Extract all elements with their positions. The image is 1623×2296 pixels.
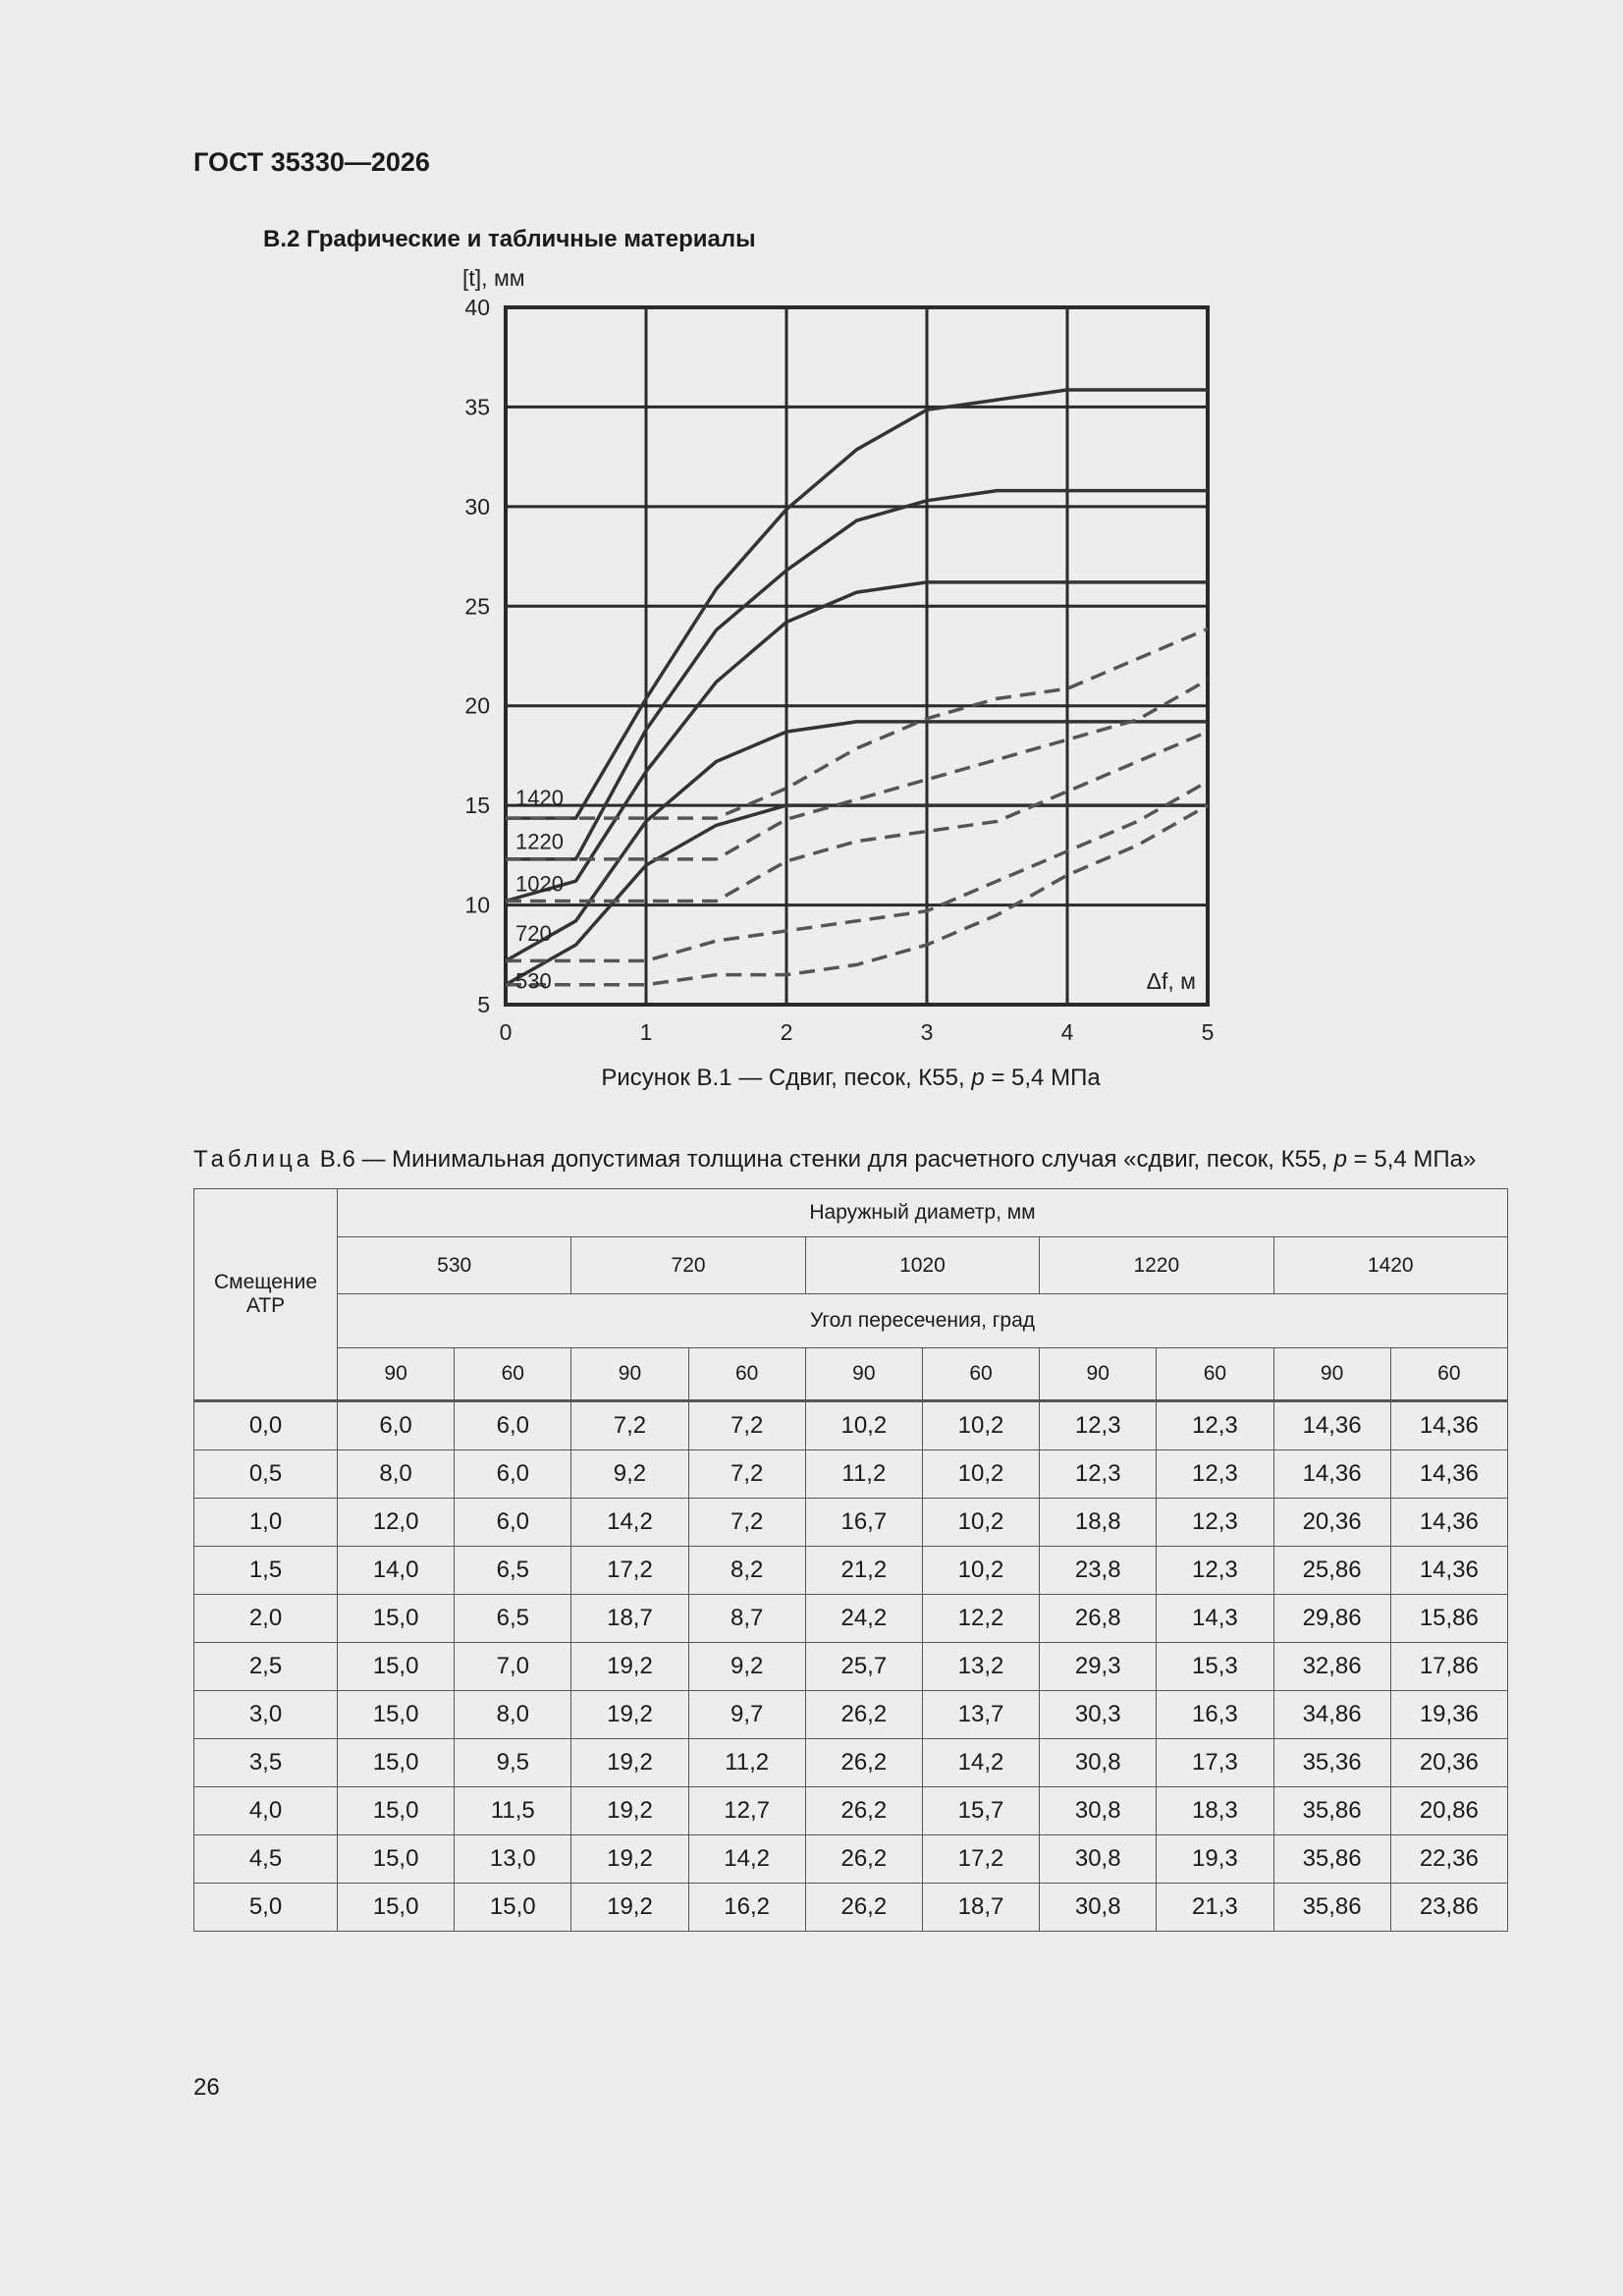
angle-header: Угол пересечения, град [338, 1294, 1508, 1348]
curve-label: 720 [515, 920, 552, 946]
shift-chart [432, 253, 1237, 1059]
thickness-cell: 35,36 [1273, 1739, 1390, 1787]
figure-caption-prefix: Рисунок В.1 — Сдвиг, песок, К55, [601, 1065, 972, 1091]
thickness-cell: 35,86 [1273, 1787, 1390, 1835]
thickness-cell: 15,0 [455, 1884, 571, 1932]
x-tick-label: 4 [1060, 1019, 1074, 1045]
thickness-cell: 6,0 [455, 1450, 571, 1499]
thickness-cell: 14,36 [1273, 1450, 1390, 1499]
thickness-cell: 12,3 [1040, 1401, 1157, 1450]
angle-cell: 90 [571, 1348, 688, 1401]
thickness-cell: 25,7 [805, 1643, 922, 1691]
thickness-cell: 21,2 [805, 1547, 922, 1595]
y-tick-label: 5 [477, 992, 490, 1017]
thickness-cell: 19,2 [571, 1787, 688, 1835]
angle-cell: 60 [1157, 1348, 1273, 1401]
thickness-cell: 16,3 [1157, 1691, 1273, 1739]
diameter-cell: 530 [338, 1237, 571, 1294]
table-row [194, 1787, 1508, 1835]
shift-value-cell: 2,5 [194, 1643, 338, 1691]
thickness-cell: 7,2 [688, 1499, 805, 1547]
thickness-cell: 6,5 [455, 1547, 571, 1595]
thickness-cell: 16,7 [805, 1499, 922, 1547]
thickness-cell: 20,36 [1273, 1499, 1390, 1547]
thickness-cell: 11,2 [805, 1450, 922, 1499]
thickness-cell: 23,8 [1040, 1547, 1157, 1595]
thickness-cell: 30,8 [1040, 1835, 1157, 1884]
table-caption-text: В.6 — Минимальная допустимая толщина стенки для расчетного случая «сдвиг, песок, К55, [313, 1146, 1334, 1173]
thickness-cell: 15,0 [338, 1739, 455, 1787]
series-line-solid [506, 390, 1208, 818]
thickness-cell: 26,2 [805, 1835, 922, 1884]
thickness-cell: 19,2 [571, 1691, 688, 1739]
table-row [194, 1884, 1508, 1932]
table-body [194, 1401, 1508, 1932]
row-header: Смещение АТР [194, 1189, 338, 1401]
x-axis-label: Δf, м [1146, 967, 1196, 994]
angle-cell: 60 [922, 1348, 1039, 1401]
table-caption-suffix: = 5,4 МПа» [1347, 1146, 1477, 1173]
table-caption [193, 1146, 1476, 1174]
thickness-cell: 34,86 [1273, 1691, 1390, 1739]
thickness-cell: 7,2 [688, 1450, 805, 1499]
thickness-cell: 8,0 [455, 1691, 571, 1739]
shift-value-cell: 4,5 [194, 1835, 338, 1884]
thickness-cell: 18,8 [1040, 1499, 1157, 1547]
table-row [194, 1450, 1508, 1499]
thickness-cell: 9,2 [571, 1450, 688, 1499]
thickness-cell: 10,2 [805, 1401, 922, 1450]
shift-value-cell: 1,0 [194, 1499, 338, 1547]
thickness-cell: 26,2 [805, 1739, 922, 1787]
thickness-cell: 12,3 [1157, 1547, 1273, 1595]
thickness-cell: 15,0 [338, 1691, 455, 1739]
thickness-cell: 17,2 [571, 1547, 688, 1595]
y-axis-label: [t], мм [462, 265, 525, 291]
thickness-cell: 8,2 [688, 1547, 805, 1595]
series-line-dashed [506, 805, 1208, 985]
angle-row [194, 1348, 1508, 1401]
thickness-cell: 12,3 [1157, 1450, 1273, 1499]
shift-value-cell: 5,0 [194, 1884, 338, 1932]
thickness-cell: 32,86 [1273, 1643, 1390, 1691]
table-row [194, 1401, 1508, 1450]
x-tick-label: 0 [499, 1019, 513, 1045]
thickness-cell: 25,86 [1273, 1547, 1390, 1595]
thickness-cell: 7,2 [571, 1401, 688, 1450]
thickness-cell: 15,86 [1390, 1595, 1507, 1643]
thickness-cell: 14,36 [1390, 1547, 1507, 1595]
thickness-cell: 10,2 [922, 1547, 1039, 1595]
thickness-cell: 11,2 [688, 1739, 805, 1787]
thickness-cell: 14,36 [1390, 1450, 1507, 1499]
thickness-cell: 12,0 [338, 1499, 455, 1547]
thickness-cell: 19,36 [1390, 1691, 1507, 1739]
y-tick-label: 35 [464, 394, 490, 420]
series-line-solid [506, 582, 1208, 902]
shift-value-cell: 2,0 [194, 1595, 338, 1643]
thickness-cell: 9,7 [688, 1691, 805, 1739]
thickness-cell: 12,3 [1157, 1401, 1273, 1450]
table-caption-word: Таблица [193, 1146, 314, 1173]
curve-label: 1020 [515, 871, 564, 897]
thickness-table [193, 1188, 1508, 1932]
thickness-cell: 19,2 [571, 1739, 688, 1787]
document-header: ГОСТ 35330—2026 [193, 147, 430, 177]
table-row [194, 1499, 1508, 1547]
thickness-cell: 26,2 [805, 1884, 922, 1932]
thickness-cell: 17,2 [922, 1835, 1039, 1884]
thickness-cell: 35,86 [1273, 1835, 1390, 1884]
thickness-cell: 14,2 [922, 1739, 1039, 1787]
section-title: В.2 Графические и табличные материалы [263, 226, 756, 252]
thickness-cell: 26,8 [1040, 1595, 1157, 1643]
curve-label: 1420 [515, 786, 564, 811]
x-tick-label: 5 [1201, 1019, 1215, 1045]
angle-cell: 90 [338, 1348, 455, 1401]
diameter-cell: 1420 [1273, 1237, 1508, 1294]
thickness-cell: 30,3 [1040, 1691, 1157, 1739]
diameter-cell: 1220 [1040, 1237, 1273, 1294]
curve-label: 530 [515, 968, 552, 994]
thickness-cell: 15,0 [338, 1643, 455, 1691]
y-tick-label: 25 [464, 593, 490, 620]
angle-cell: 90 [1040, 1348, 1157, 1401]
thickness-cell: 29,86 [1273, 1595, 1390, 1643]
thickness-cell: 6,5 [455, 1595, 571, 1643]
thickness-cell: 14,36 [1273, 1401, 1390, 1450]
thickness-cell: 19,2 [571, 1835, 688, 1884]
thickness-cell: 24,2 [805, 1595, 922, 1643]
thickness-cell: 23,86 [1390, 1884, 1507, 1932]
thickness-cell: 20,86 [1390, 1787, 1507, 1835]
shift-value-cell: 4,0 [194, 1787, 338, 1835]
thickness-cell: 15,3 [1157, 1643, 1273, 1691]
x-tick-label: 3 [920, 1019, 934, 1045]
thickness-cell: 6,0 [455, 1499, 571, 1547]
thickness-cell: 19,2 [571, 1643, 688, 1691]
thickness-cell: 21,3 [1157, 1884, 1273, 1932]
thickness-cell: 17,86 [1390, 1643, 1507, 1691]
thickness-cell: 22,36 [1390, 1835, 1507, 1884]
thickness-cell: 13,0 [455, 1835, 571, 1884]
thickness-cell: 7,2 [688, 1401, 805, 1450]
table-row [194, 1691, 1508, 1739]
thickness-cell: 8,7 [688, 1595, 805, 1643]
thickness-cell: 26,2 [805, 1787, 922, 1835]
y-tick-label: 40 [464, 295, 490, 320]
y-tick-label: 30 [464, 493, 490, 519]
thickness-cell: 6,0 [338, 1401, 455, 1450]
thickness-cell: 26,2 [805, 1691, 922, 1739]
thickness-cell: 14,36 [1390, 1499, 1507, 1547]
table-row [194, 1547, 1508, 1595]
shift-value-cell: 3,5 [194, 1739, 338, 1787]
thickness-cell: 14,2 [571, 1499, 688, 1547]
thickness-cell: 35,86 [1273, 1884, 1390, 1932]
table-row [194, 1739, 1508, 1787]
thickness-cell: 29,3 [1040, 1643, 1157, 1691]
thickness-cell: 8,0 [338, 1450, 455, 1499]
thickness-cell: 15,0 [338, 1595, 455, 1643]
series-line-dashed [506, 629, 1208, 818]
thickness-cell: 12,3 [1040, 1450, 1157, 1499]
thickness-cell: 19,2 [571, 1884, 688, 1932]
thickness-cell: 30,8 [1040, 1787, 1157, 1835]
angle-cell: 60 [455, 1348, 571, 1401]
thickness-cell: 10,2 [922, 1450, 1039, 1499]
thickness-cell: 12,2 [922, 1595, 1039, 1643]
thickness-cell: 12,3 [1157, 1499, 1273, 1547]
diameter-header: Наружный диаметр, мм [338, 1189, 1508, 1237]
figure-caption-var: p [971, 1065, 985, 1091]
figure-caption-suffix: = 5,4 МПа [984, 1065, 1101, 1091]
y-tick-label: 15 [464, 793, 490, 819]
table-row [194, 1835, 1508, 1884]
thickness-cell: 10,2 [922, 1401, 1039, 1450]
diameter-cell: 720 [571, 1237, 805, 1294]
angle-cell: 60 [1390, 1348, 1507, 1401]
thickness-cell: 14,36 [1390, 1401, 1507, 1450]
thickness-cell: 10,2 [922, 1499, 1039, 1547]
thickness-cell: 12,7 [688, 1787, 805, 1835]
curve-label: 1220 [515, 829, 564, 854]
x-tick-label: 1 [639, 1019, 653, 1045]
angle-cell: 90 [805, 1348, 922, 1401]
thickness-cell: 7,0 [455, 1643, 571, 1691]
shift-value-cell: 0,0 [194, 1401, 338, 1450]
table-caption-var: p [1333, 1146, 1348, 1173]
diameter-cell: 1020 [805, 1237, 1039, 1294]
y-tick-label: 10 [464, 892, 490, 918]
thickness-cell: 14,2 [688, 1835, 805, 1884]
thickness-cell: 11,5 [455, 1787, 571, 1835]
thickness-cell: 9,2 [688, 1643, 805, 1691]
thickness-cell: 15,0 [338, 1787, 455, 1835]
thickness-cell: 14,3 [1157, 1595, 1273, 1643]
thickness-cell: 13,2 [922, 1643, 1039, 1691]
y-tick-label: 20 [464, 692, 490, 719]
thickness-cell: 17,3 [1157, 1739, 1273, 1787]
thickness-cell: 18,7 [571, 1595, 688, 1643]
thickness-cell: 30,8 [1040, 1739, 1157, 1787]
shift-value-cell: 3,0 [194, 1691, 338, 1739]
thickness-cell: 9,5 [455, 1739, 571, 1787]
x-tick-label: 2 [780, 1019, 793, 1045]
table-row [194, 1643, 1508, 1691]
figure-caption [0, 1065, 1623, 1092]
page-number: 26 [193, 2074, 220, 2101]
diameter-row [194, 1237, 1508, 1294]
thickness-cell: 13,7 [922, 1691, 1039, 1739]
table-row [194, 1595, 1508, 1643]
shift-value-cell: 1,5 [194, 1547, 338, 1595]
thickness-cell: 20,36 [1390, 1739, 1507, 1787]
thickness-cell: 19,3 [1157, 1835, 1273, 1884]
thickness-cell: 30,8 [1040, 1884, 1157, 1932]
angle-cell: 90 [1273, 1348, 1390, 1401]
thickness-cell: 16,2 [688, 1884, 805, 1932]
angle-cell: 60 [688, 1348, 805, 1401]
series-line-solid [506, 805, 1208, 985]
thickness-cell: 14,0 [338, 1547, 455, 1595]
thickness-cell: 18,7 [922, 1884, 1039, 1932]
thickness-cell: 15,0 [338, 1884, 455, 1932]
thickness-cell: 18,3 [1157, 1787, 1273, 1835]
thickness-cell: 15,7 [922, 1787, 1039, 1835]
shift-value-cell: 0,5 [194, 1450, 338, 1499]
thickness-cell: 15,0 [338, 1835, 455, 1884]
thickness-cell: 6,0 [455, 1401, 571, 1450]
